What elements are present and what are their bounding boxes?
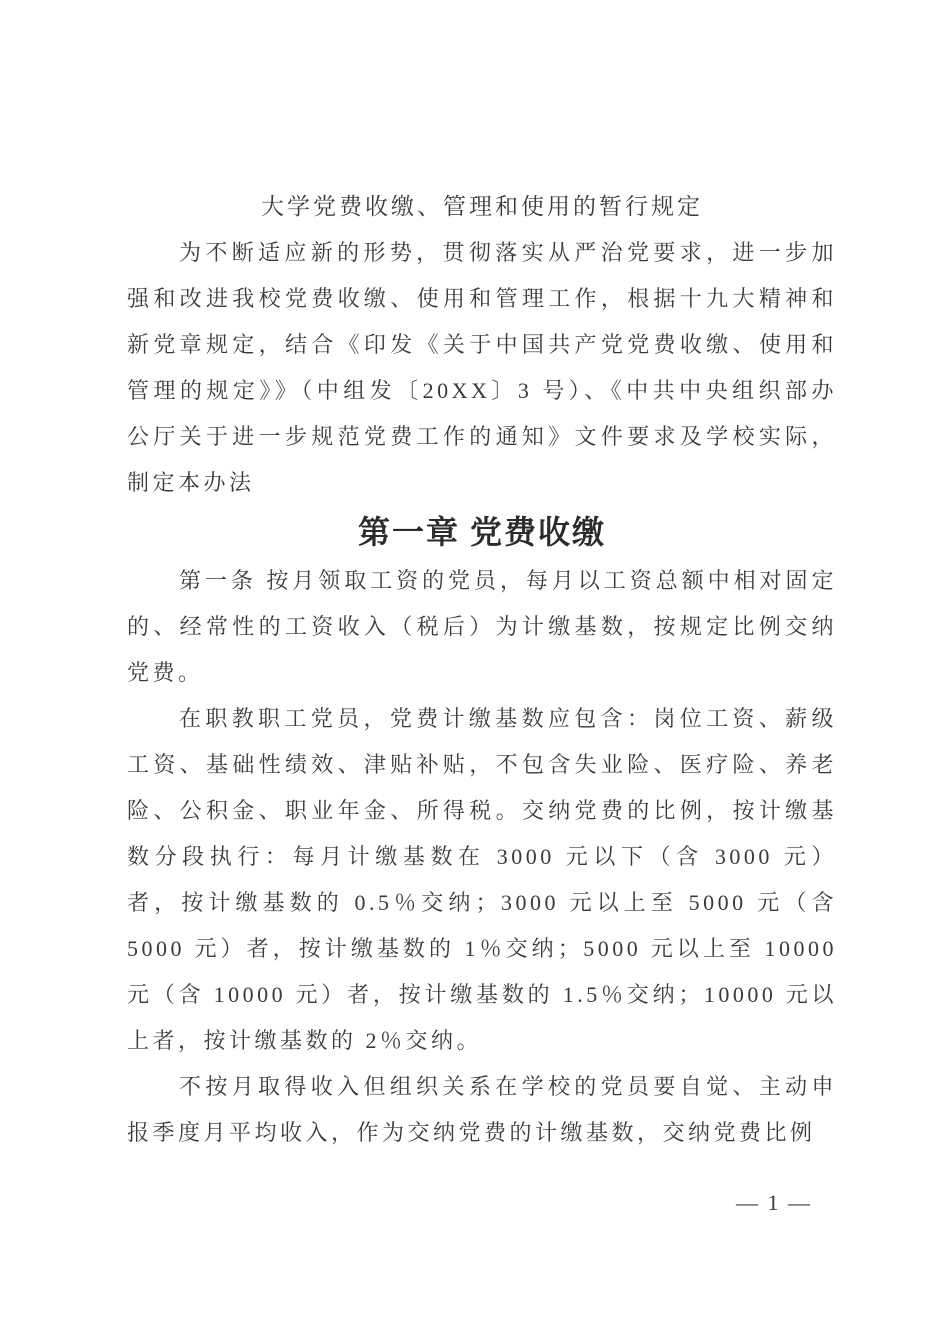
intro-paragraph: 为不断适应新的形势，贯彻落实从严治党要求，进一步加强和改进我校党费收缴、使用和管理工作，根据十九大精神和新党章规定，结合《印发《关于中国共产党党费收缴、使用和管理的规定》》（中组发〔20XX〕3 号）、《中共中央组织部办公厅关于进一步规范党费工作的通知》文件要求及学校实际，制定本办法 xyxy=(127,240,837,495)
document-title: 大学党费收缴、管理和使用的暂行规定 xyxy=(261,194,703,219)
fee-base-and-rates-paragraph: 在职教职工党员，党费计缴基数应包含：岗位工资、薪级工资、基础性绩效、津贴补贴，不包含失业险、医疗险、养老险、公积金、职业年金、所得税。交纳党费的比例，按计缴基数分段执行：每月计缴基数在 3000 元以下（含 3000 元）者，按计缴基数的 0.5％交纳；3000 元以上至 5000 元（含 5000 元）者，按计缴基数的 1％交纳；5000 元以上至 10000 元（含 10000 元）者，按计缴基数的 1.5％交纳；10000 元以上者，按计缴基数的 2％交纳。 xyxy=(127,706,837,1053)
document-body xyxy=(127,184,837,1156)
page-number: — 1 — xyxy=(736,1190,812,1215)
chapter-1-heading: 第一章 党费收缴 xyxy=(357,514,606,550)
irregular-income-paragraph: 不按月取得收入但组织关系在学校的党员要自觉、主动申报季度月平均收入，作为交纳党费的计缴基数，交纳党费比例 xyxy=(127,1074,837,1145)
article-1-paragraph: 第一条 按月领取工资的党员，每月以工资总额中相对固定的、经常性的工资收入（税后）为计缴基数，按规定比例交纳党费。 xyxy=(127,568,837,685)
